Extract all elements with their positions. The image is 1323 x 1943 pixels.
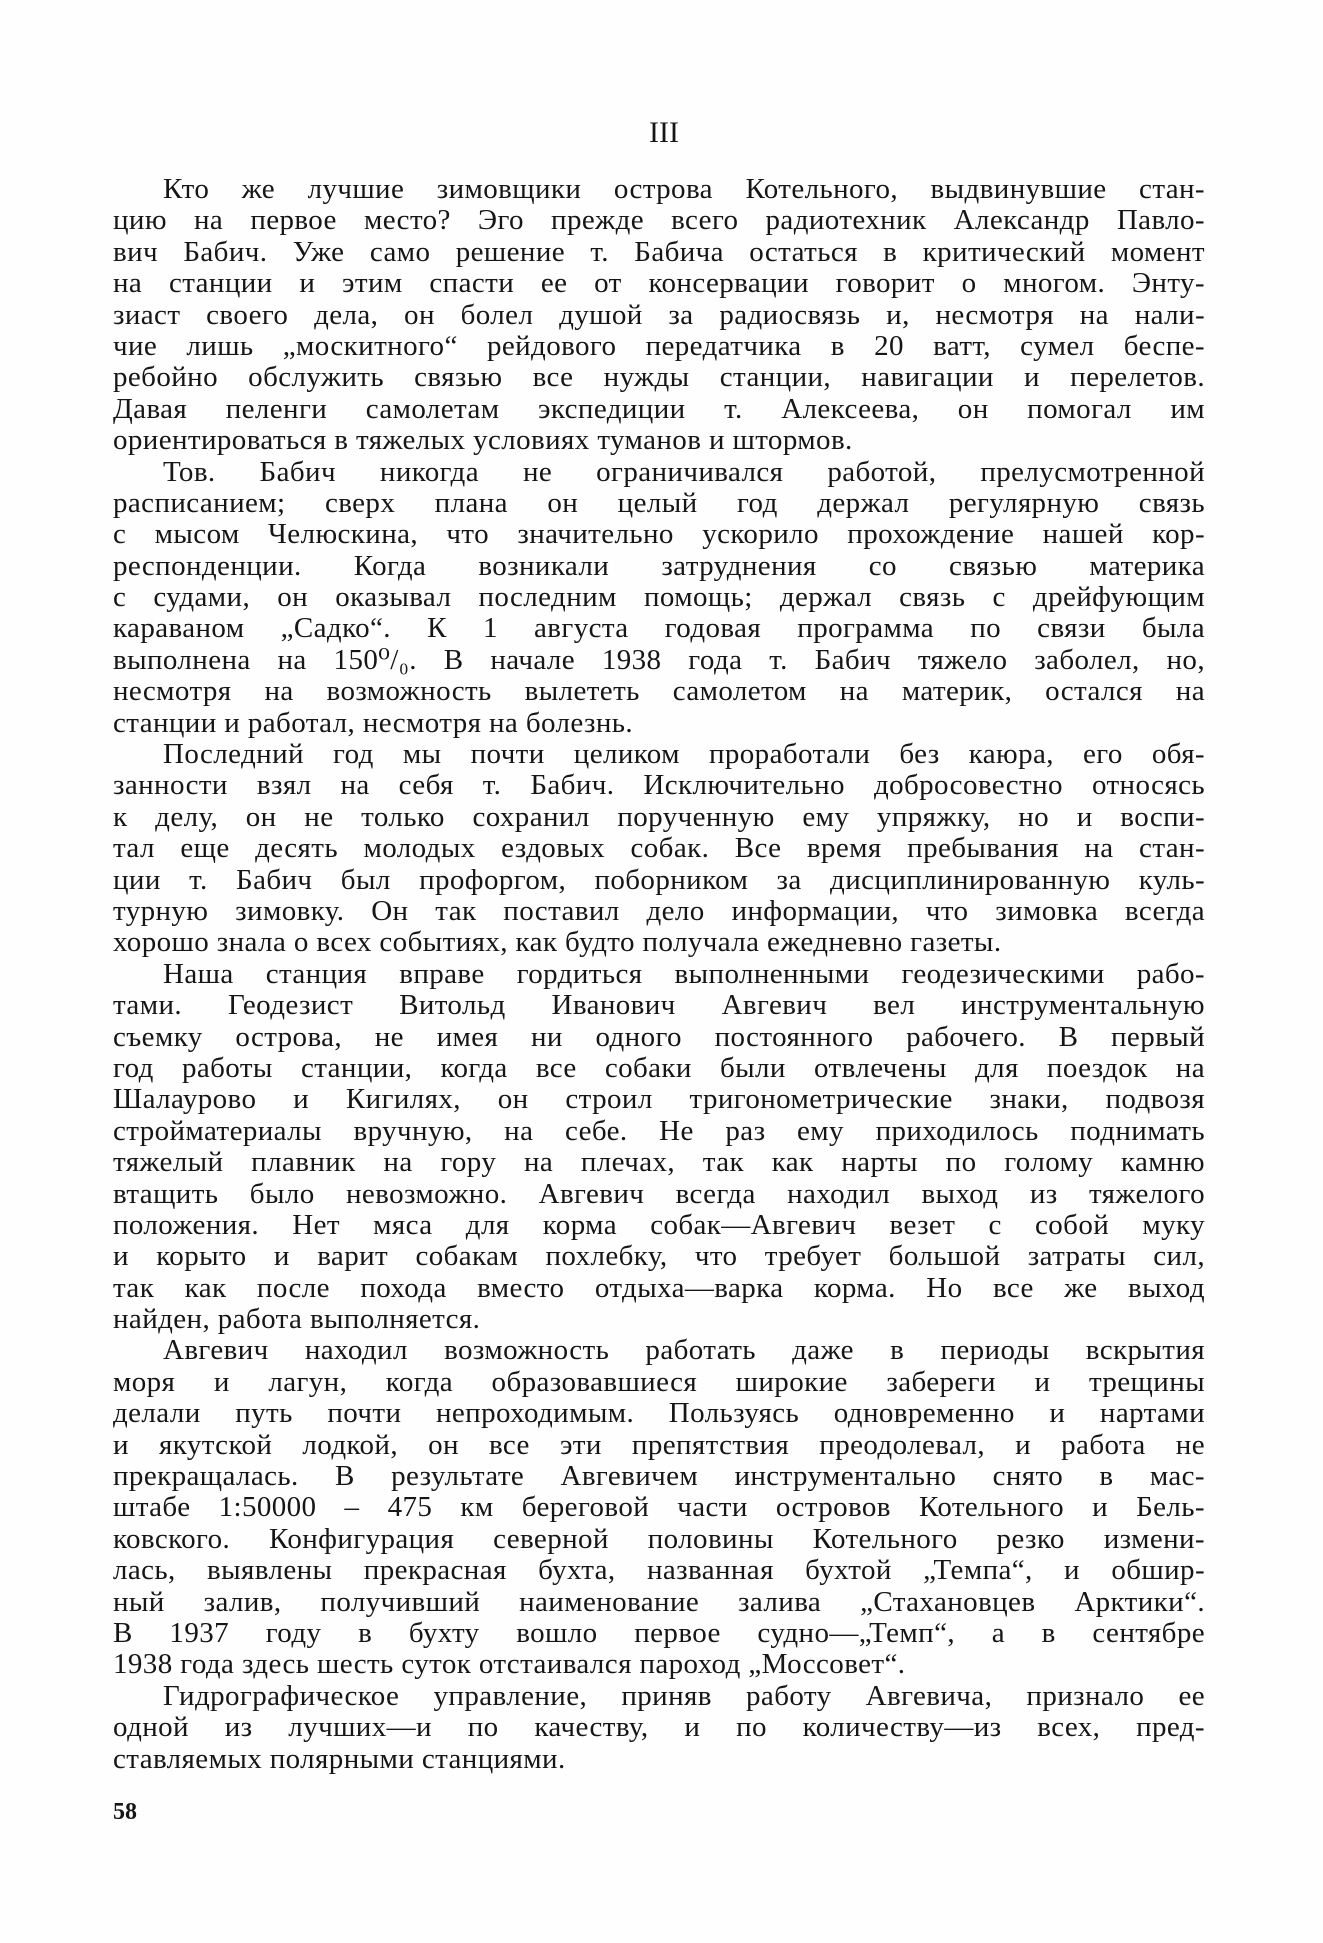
text-line: зиаст своего дела, он болел душой за радиосвязь и, несмотря на нали-: [113, 298, 1205, 331]
text-line: ции т. Бабич был профоргом, поборником за дисциплинированную куль-: [113, 863, 1205, 896]
text-line: Давая пеленги самолетам экспедиции т. Алексеева, он помогал им: [113, 392, 1205, 425]
text-line: Авгевич находил возможность работать даже в периоды вскрытия: [163, 1334, 1205, 1367]
text-line: несмотря на возможность вылететь самолетом на материк, остался на: [113, 675, 1205, 708]
text-line: станции и работал, несмотря на болезнь.: [113, 706, 634, 739]
text-line: лась, выявлены прекрасная бухта, названная бухтой „Темпа“, и обшир-: [113, 1554, 1205, 1587]
text-line: ребойно обслужить связью все нужды станции, навигации и перелетов.: [113, 361, 1205, 394]
text-line: Наша станция вправе гордиться выполненными геодезическими рабо-: [163, 957, 1205, 990]
text-line: тами. Геодезист Витольд Иванович Авгевич вел инструментальную: [113, 989, 1205, 1022]
text-line: прекращалась. В результате Авгевичем инструментально снято в мас-: [113, 1460, 1205, 1493]
text-line: 1938 года здесь шесть суток отстаивался пароход „Моссовет“.: [113, 1648, 906, 1681]
text-line: респонденции. Когда возникали затруднения со связью материка: [113, 549, 1205, 582]
text-line: одной из лучших—и по качеству, и по количеству—из всех, пред-: [113, 1711, 1205, 1744]
body-text: [113, 174, 1205, 1775]
text-line: занности взял на себя т. Бабич. Исключительно добросовестно относясь: [113, 769, 1205, 802]
paragraph: [113, 739, 1205, 959]
text-line: караваном „Садко“. К 1 августа годовая программа по связи была: [113, 612, 1205, 645]
text-line: тяжелый плавник на гору на плечах, так как нарты по голому камню: [113, 1146, 1205, 1179]
paragraph: [113, 1681, 1205, 1775]
text-line: делали путь почти непроходимым. Пользуясь одновременно и нартами: [113, 1397, 1205, 1430]
text-line: съемку острова, не имея ни одного постоянного рабочего. В первый: [113, 1020, 1205, 1053]
text-line: положения. Нет мяса для корма собак—Авгевич везет с собой муку: [113, 1208, 1205, 1241]
text-line: Последний год мы почти целиком проработали без каюра, его обя-: [163, 738, 1205, 771]
text-line: чие лишь „москитного“ рейдового передатчика в 20 ватт, сумел беспе-: [113, 329, 1205, 362]
text-line: хорошо знала о всех событиях, как будто получала ежедневно газеты.: [113, 926, 1002, 959]
text-line: турную зимовку. Он так поставил дело информации, что зимовка всегда: [113, 894, 1205, 927]
text-line: ставляемых полярными станциями.: [113, 1742, 566, 1775]
text-line: выполнена на 150⁰/₀. В начале 1938 года т. Бабич тяжело заболел, но,: [113, 643, 1205, 676]
paragraph: [113, 1335, 1205, 1680]
text-line: и корыто и варит собакам похлебку, что требует большой затраты сил,: [113, 1240, 1205, 1273]
text-line: ный залив, получивший наименование залива „Стахановцев Арктики“.: [113, 1585, 1205, 1618]
text-line: расписанием; сверх плана он целый год держал регулярную связь: [113, 486, 1205, 519]
text-line: Шалаурово и Кигилях, он строил тригонометрические знаки, подвозя: [113, 1083, 1205, 1116]
page-number: 58: [113, 1799, 137, 1825]
text-line: Кто же лучшие зимовщики острова Котельного, выдвинувшие стан-: [163, 173, 1205, 205]
paragraph: [113, 174, 1205, 457]
text-line: моря и лагун, когда образовавшиеся широкие забереги и трещины: [113, 1365, 1205, 1398]
text-line: цию на первое место? Эго прежде всего радиотехник Александр Павло-: [113, 204, 1205, 237]
text-line: втащить было невозможно. Авгевич всегда находил выход из тяжелого: [113, 1177, 1205, 1210]
text-line: к делу, он не только сохранил порученную ему упряжку, но и воспи-: [113, 800, 1205, 833]
text-line: год работы станции, когда все собаки были отвлечены для поездок на: [113, 1051, 1205, 1084]
text-line: тал еще десять молодых ездовых собак. Все время пребывания на стан-: [113, 832, 1205, 865]
text-line: найден, работа выполняется.: [113, 1303, 481, 1336]
text-line: с мысом Челюскина, что значительно ускорило прохождение нашей кор-: [113, 518, 1205, 551]
text-line: Тов. Бабич никогда не ограничивался работой, прелусмотренной: [163, 455, 1205, 488]
text-line: и якутской лодкой, он все эти препятствия преодолевал, и работа не: [113, 1428, 1205, 1461]
text-line: на станции и этим спасти ее от консервации говорит о многом. Энту-: [113, 267, 1205, 300]
section-heading: III: [649, 116, 679, 149]
text-line: штабе 1:50000 – 475 км береговой части островов Котельного и Бель-: [113, 1491, 1205, 1524]
text-line: В 1937 году в бухту вошло первое судно—„Темп“, а в сентябре: [113, 1616, 1205, 1649]
paragraph: [113, 457, 1205, 740]
text-line: с судами, он оказывал последним помощь; держал связь с дрейфующим: [113, 581, 1205, 614]
text-line: вич Бабич. Уже само решение т. Бабича остаться в критический момент: [113, 235, 1205, 268]
text-line: Гидрографическое управление, приняв работу Авгевича, признало ее: [163, 1679, 1205, 1712]
text-line: ковского. Конфигурация северной половины Котельного резко измени-: [113, 1522, 1205, 1555]
paragraph: [113, 959, 1205, 1336]
text-line: ориентироваться в тяжелых условиях туманов и штормов.: [113, 424, 853, 457]
text-line: так как после похода вместо отдыха—варка корма. Но все же выход: [113, 1271, 1205, 1304]
text-line: стройматериалы вручную, на себе. Не раз ему приходилось поднимать: [113, 1114, 1205, 1147]
